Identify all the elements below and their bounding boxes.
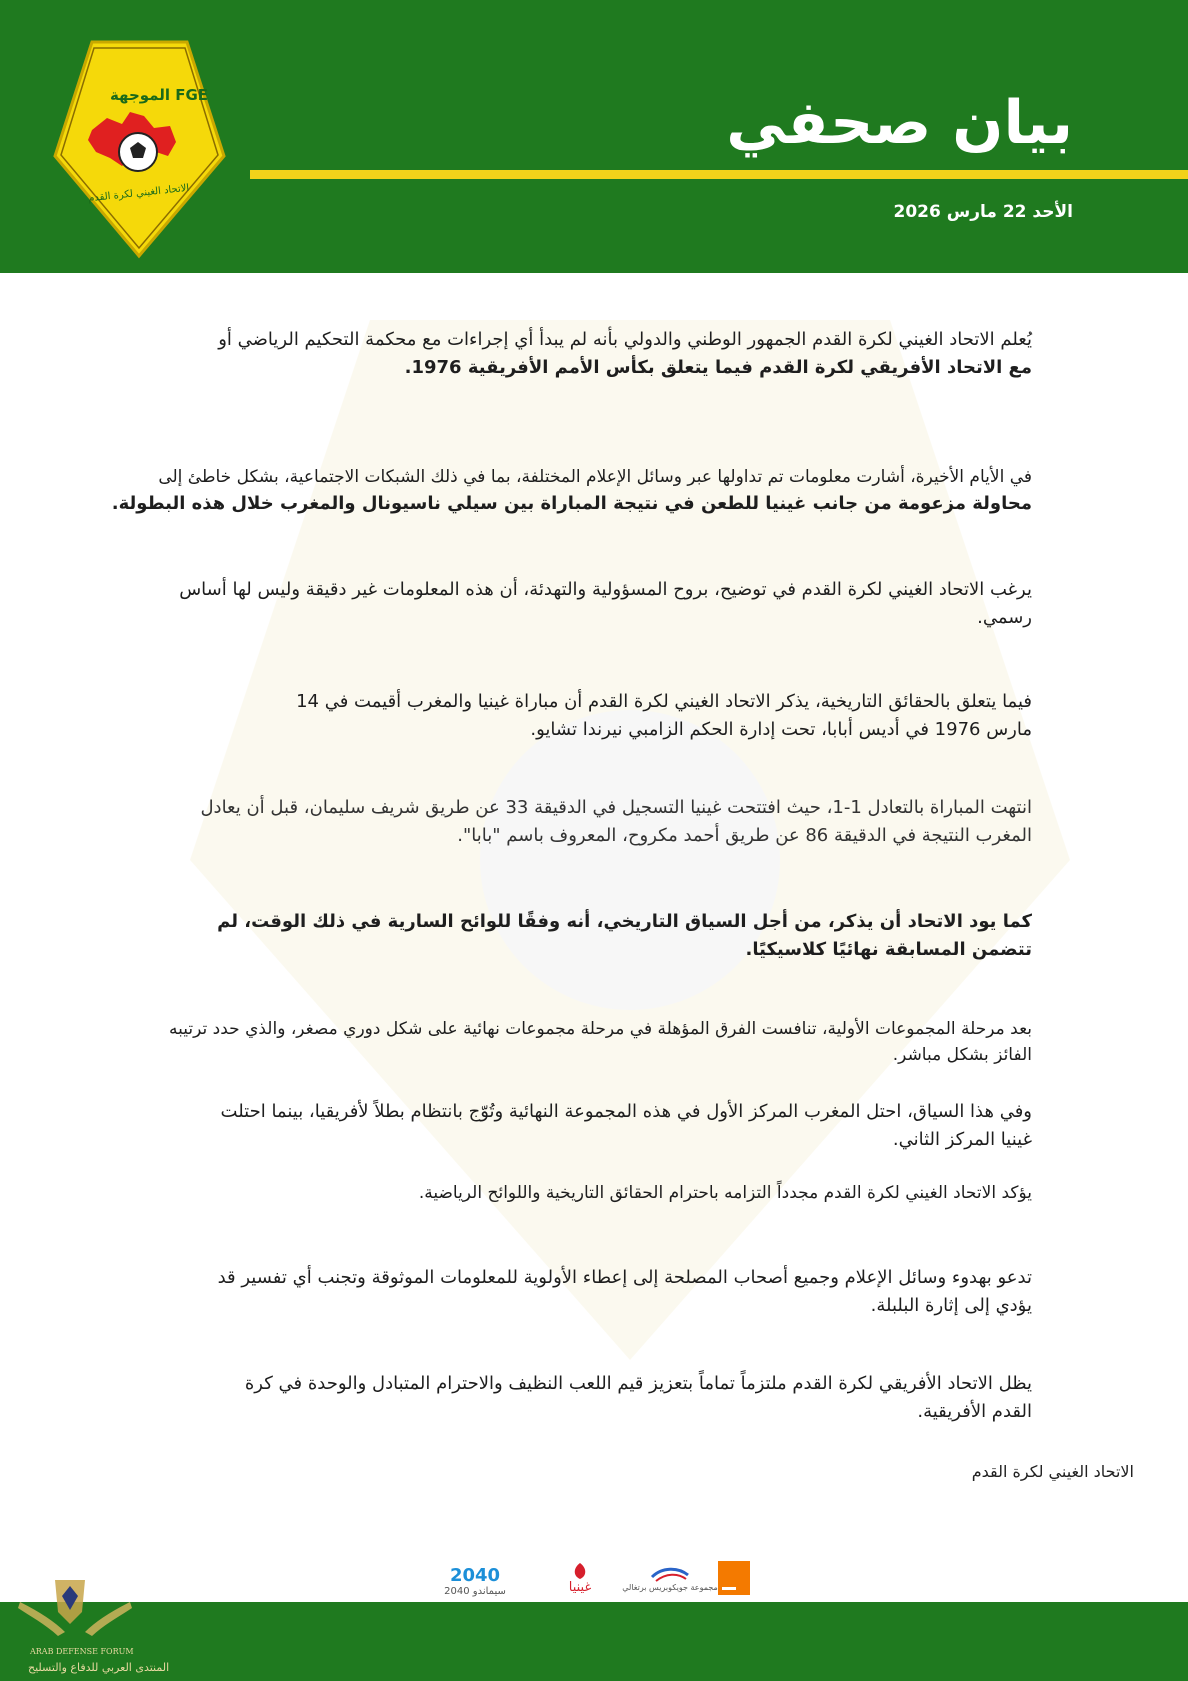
paragraph-line: بعد مرحلة المجموعات الأولية، تنافست الفرق المؤهلة في مرحلة مجموعات نهائية على شكل دوري مصغر، والذي حدد ترتيبه bbox=[169, 1019, 1032, 1039]
sponsor-strip bbox=[440, 1556, 760, 1600]
forum-name-ar: المنتدى العربي للدفاع والتسليح bbox=[28, 1661, 170, 1674]
paragraph-line: يُعلم الاتحاد الغيني لكرة القدم الجمهور الوطني والدولي بأنه لم يبدأ أي إجراءات مع محكمة التحكيم الرياضي أو bbox=[218, 329, 1032, 350]
paragraph-line: محاولة مزعومة من جانب غينيا للطعن في نتيجة المباراة بين سيلي ناسيونال والمغرب خلال هذه البطولة. bbox=[111, 493, 1032, 515]
paragraph-line: المغرب النتيجة في الدقيقة 86 عن طريق أحمد مكروح، المعروف باسم "بابا". bbox=[457, 824, 1032, 846]
paragraph-line: وفي هذا السياق، احتل المغرب المركز الأول في هذه المجموعة النهائية وتُوّج بانتظام بطلاً لأفريقيا، بينما احتلت bbox=[220, 1101, 1032, 1122]
paragraph-6 bbox=[72, 908, 1032, 964]
sponsor-label: غينيا bbox=[568, 1579, 592, 1595]
paragraph-line: انتهت المباراة بالتعادل 1-1، حيث افتتحت غينيا التسجيل في الدقيقة 33 عن طريق شريف سليمان، قبل أن يعادل bbox=[200, 797, 1032, 818]
paragraph-line: يؤدي إلى إثارة البلبلة. bbox=[870, 1294, 1032, 1316]
signature: الاتحاد الغيني لكرة القدم bbox=[971, 1462, 1134, 1481]
paragraph-3 bbox=[72, 576, 1032, 632]
fge-logo bbox=[52, 38, 227, 260]
sponsor-label: سيماندو 2040 bbox=[444, 1585, 506, 1597]
paragraph-line: مع الاتحاد الأفريقي لكرة القدم فيما يتعلق بكأس الأمم الأفريقية 1976. bbox=[404, 356, 1032, 378]
svg-text:2040: 2040 bbox=[449, 1564, 501, 1586]
guinea-flame-icon bbox=[565, 1562, 595, 1580]
paragraph-4 bbox=[72, 688, 1032, 744]
paragraph-line: الفائز بشكل مباشر. bbox=[892, 1045, 1032, 1066]
paragraph-line: يؤكد الاتحاد الغيني لكرة القدم مجدداً التزامه باحترام الحقائق التاريخية واللوائح الرياضية. bbox=[418, 1183, 1032, 1203]
paragraph-line: القدم الأفريقية. bbox=[917, 1400, 1032, 1422]
guinea-tourism-logo bbox=[550, 1556, 610, 1600]
simandou-2040-logo bbox=[440, 1556, 510, 1600]
logo-label: الموجهة FGE bbox=[109, 86, 209, 104]
paragraph-5 bbox=[72, 794, 1032, 850]
paragraph-10 bbox=[72, 1264, 1032, 1320]
paragraph-9 bbox=[72, 1180, 1032, 1206]
paragraph-line: غينيا المركز الثاني. bbox=[892, 1128, 1032, 1150]
getcom-icon bbox=[648, 1565, 692, 1583]
paragraph-line: رسمي. bbox=[977, 606, 1032, 628]
paragraph-line: يظل الاتحاد الأفريقي لكرة القدم ملتزماً تماماً بتعزيز قيم اللعب النظيف والاحترام المتبادل والوحدة في كرة bbox=[244, 1373, 1032, 1394]
paragraph-line: تتضمن المسابقة نهائيًا كلاسيكيًا. bbox=[745, 938, 1032, 960]
footer-banner bbox=[0, 1602, 1188, 1681]
orange-logo bbox=[716, 1556, 752, 1600]
logo-arc-text: الاتحاد الغيني لكرة القدم bbox=[87, 182, 190, 205]
paragraph-line: كما يود الاتحاد أن يذكر، من أجل السياق التاريخي، أنه وفقًا للوائح السارية في ذلك الوقت، لم bbox=[217, 911, 1032, 932]
orange-square-icon bbox=[718, 1561, 750, 1595]
paragraph-line: تدعو بهدوء وسائل الإعلام وجميع أصحاب المصلحة إلى إعطاء الأولوية للمعلومات الموثوقة وتجنب أي تفسير قد bbox=[217, 1267, 1032, 1288]
paragraph-2 bbox=[72, 464, 1032, 518]
paragraph-7 bbox=[72, 1016, 1032, 1069]
page-title: بيان صحفي bbox=[726, 88, 1073, 158]
paragraph-1 bbox=[72, 326, 1032, 382]
publish-date: الأحد 22 مارس 2026 bbox=[893, 202, 1073, 222]
paragraph-8 bbox=[72, 1098, 1032, 1154]
paragraph-line: فيما يتعلق بالحقائق التاريخية، يذكر الاتحاد الغيني لكرة القدم أن مباراة غينيا والمغرب أقيمت في 14 bbox=[296, 691, 1032, 712]
getcom-logo bbox=[622, 1556, 718, 1600]
paragraph-line: مارس 1976 في أديس أبابا، تحت إدارة الحكم الزامبي نيرندا تشايو. bbox=[530, 718, 1032, 740]
paragraph-line: في الأيام الأخيرة، أشارت معلومات تم تداولها عبر وسائل الإعلام المختلفة، بما في ذلك الشبكات الاجتماعية، بشكل خاطئ إلى bbox=[158, 467, 1032, 487]
header-yellow-stripe bbox=[250, 170, 1188, 179]
paragraph-line: يرغب الاتحاد الغيني لكرة القدم في توضيح، بروح المسؤولية والتهدئة، أن هذه المعلومات غير دقيقة وليس لها أساس bbox=[179, 579, 1032, 600]
forum-name-en: ARAB DEFENSE FORUM bbox=[30, 1647, 134, 1656]
simandou-icon bbox=[447, 1560, 503, 1586]
sponsor-label: مجموعة جويكوبريس برتغالي bbox=[622, 1582, 718, 1592]
paragraph-11 bbox=[72, 1370, 1032, 1426]
